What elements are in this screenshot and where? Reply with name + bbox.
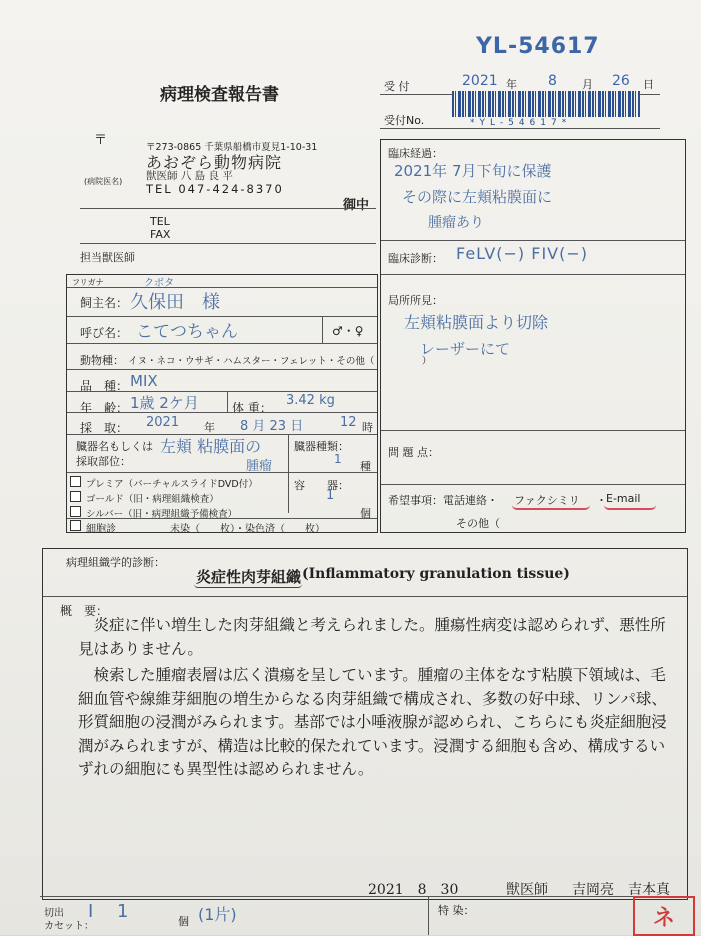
- reception-number-label: 受付No.: [384, 114, 425, 127]
- collection-hour-unit: 時: [362, 421, 373, 434]
- weight-label: 体 重：: [232, 401, 272, 415]
- sex-options: ♂・♀: [332, 324, 364, 338]
- option-silver: シルバー（旧・病理組織予備検査）: [86, 509, 238, 520]
- diagnosis-section-label: 病理組織学的診断：: [66, 556, 165, 569]
- history-label: 臨床経過：: [388, 147, 443, 160]
- organ-value-1: 左頬 粘膜面の: [160, 437, 262, 456]
- clinic-vet: 獣医師 八 島 良 平: [146, 170, 233, 182]
- option-premium: プレミア（バーチャルスライドDVD付）: [86, 479, 258, 490]
- seal-stamp-text: ネ: [652, 905, 675, 931]
- pet-name-label: 呼び名：: [80, 326, 129, 340]
- clinic-tel: TEL 047-424-8370: [146, 182, 284, 196]
- collection-year-unit: 年: [204, 421, 215, 434]
- summary-paragraph-2: 検索した腫瘤表層は広く潰瘍を呈しています。腫瘤の主体をなす粘膜下領域は、毛細血管や線維芽細胞の増生からなる肉芽組織で構成され、多数の好中球、リンパ球、形質細胞の浸潤がみられます。基部では小唾液腺が認められ、こちらにも炎症細胞浸潤がみられますが、構造は比較的保たれています。浸潤する細胞も含め、構成するいずれの細胞にも異型性は認められません。: [78, 666, 667, 778]
- tel-label: TEL: [150, 215, 170, 228]
- organ-value-2: 腫瘤: [246, 459, 273, 474]
- organ-types-unit: 種: [360, 460, 371, 473]
- cytology-label: 細胞診: [86, 524, 116, 535]
- diagnosis-result-en: (Inflammatory granulation tissue): [302, 566, 570, 582]
- history-line1: 2021年 7月下旬に保護: [394, 162, 552, 180]
- barcode-graphic: [452, 91, 640, 117]
- furigana-label: フリガナ: [72, 278, 104, 287]
- report-id: YL-54617: [476, 34, 600, 59]
- unstained-label: 未染（ 枚）・染色済（ 枚）: [170, 524, 325, 535]
- email-underline: [604, 505, 656, 510]
- reception-year: 2021: [462, 73, 498, 89]
- pieces-value: (1片): [198, 905, 237, 924]
- cassette-label: カセット：: [44, 921, 94, 932]
- reception-year-unit: 年: [506, 78, 517, 91]
- findings-line1: 左頬粘膜面より切除: [404, 313, 549, 332]
- seal-stamp: [633, 896, 695, 936]
- collection-date: 8 月 23 日: [240, 419, 304, 434]
- gold-checkbox[interactable]: [70, 491, 81, 502]
- other-label: その他（: [456, 517, 500, 530]
- species-label: 動物種：: [80, 354, 124, 367]
- option-gold: ゴールド（旧・病理組織検査）: [86, 494, 219, 505]
- organ-label-2: 採取部位：: [76, 455, 131, 468]
- furigana-value: クボタ: [144, 278, 174, 289]
- owner-value: 久保田 様: [130, 292, 220, 313]
- collection-hour: 12: [340, 415, 357, 430]
- reception-month: 8: [548, 73, 557, 89]
- contact-separator: ・: [596, 494, 607, 507]
- contact-label: 希望事項：電話連絡・: [388, 494, 498, 507]
- history-line3: 腫瘤あり: [428, 215, 484, 231]
- collection-year: 2021: [146, 415, 180, 430]
- footer-date: 2021 8 30: [368, 882, 459, 898]
- reception-day-unit: 日: [643, 78, 654, 91]
- clinic-honorific: 御中: [343, 198, 370, 213]
- diagnosis-label: 臨床診断：: [388, 252, 443, 265]
- special-stain-label: 特 染：: [438, 904, 475, 917]
- summary-paragraph-1: 炎症に伴い増生した肉芽組織と考えられました。腫瘍性病変は認められず、悪性所見はありません。: [78, 616, 666, 658]
- findings-line2: レーザーにて: [420, 340, 511, 358]
- diagnosis-underline: [194, 584, 302, 588]
- footer-vet-label: 獣医師: [506, 882, 548, 898]
- silver-checkbox[interactable]: [70, 506, 81, 517]
- clinic-address: 〒273-0865 千葉県船橋市夏見1-10-31: [146, 142, 318, 153]
- diagnosis-result-jp: 炎症性肉芽組織: [196, 568, 302, 586]
- cytology-checkbox[interactable]: [70, 520, 81, 531]
- container-value: 1: [326, 488, 335, 503]
- reception-label: 受 付: [384, 80, 410, 93]
- species-options: イヌ・ネコ・ウサギ・ハムスター・フェレット・その他（ ）: [128, 356, 432, 367]
- container-label: 容 器：: [294, 479, 349, 492]
- vet-in-charge-label: 担当獣医師: [80, 251, 135, 264]
- organ-label-1: 臓器名もしくは: [76, 440, 153, 453]
- contact-fax[interactable]: ファクシミリ: [514, 494, 580, 507]
- owner-label: 飼主名：: [80, 296, 129, 310]
- postal-mark: 〒: [94, 133, 108, 148]
- pet-name-value: こてつちゃん: [136, 322, 238, 342]
- age-label: 年 齢：: [80, 401, 129, 415]
- cassette-value: I 1: [88, 901, 129, 922]
- issues-label: 問 題 点：: [388, 446, 439, 459]
- container-unit: 個: [360, 507, 371, 520]
- reception-month-unit: 月: [582, 78, 593, 91]
- history-line2: その際に左頬粘膜面に: [402, 188, 553, 206]
- reception-day: 26: [612, 73, 630, 89]
- contact-email[interactable]: E-mail: [606, 492, 641, 505]
- organ-types-value: 1: [334, 452, 342, 466]
- diagnosis-value: FeLV(−) FIV(−): [456, 244, 589, 263]
- weight-value: 3.42 kg: [286, 393, 335, 408]
- cut-label: 切出: [44, 908, 64, 919]
- clinic-hospital-label: (病院医名): [84, 177, 123, 186]
- premium-checkbox[interactable]: [70, 476, 81, 487]
- fax-label: FAX: [150, 228, 171, 241]
- breed-value: MIX: [130, 372, 158, 390]
- page-title: 病理検査報告書: [160, 85, 279, 105]
- barcode-text: *YL-54617*: [470, 118, 572, 128]
- pieces-label: 個: [178, 915, 189, 928]
- findings-label: 局所所見：: [388, 294, 443, 307]
- fax-underline: [512, 505, 590, 510]
- breed-label: 品 種：: [80, 379, 129, 393]
- summary-label: 概 要：: [60, 604, 109, 618]
- clinic-name: あおぞら動物病院: [146, 153, 283, 172]
- footer-vet-names: 吉岡亮 吉本真: [572, 882, 670, 898]
- age-value: 1歳 2ケ月: [130, 394, 199, 412]
- organ-types-label: 臓器種類：: [294, 440, 349, 453]
- collection-label: 採 取：: [80, 421, 129, 435]
